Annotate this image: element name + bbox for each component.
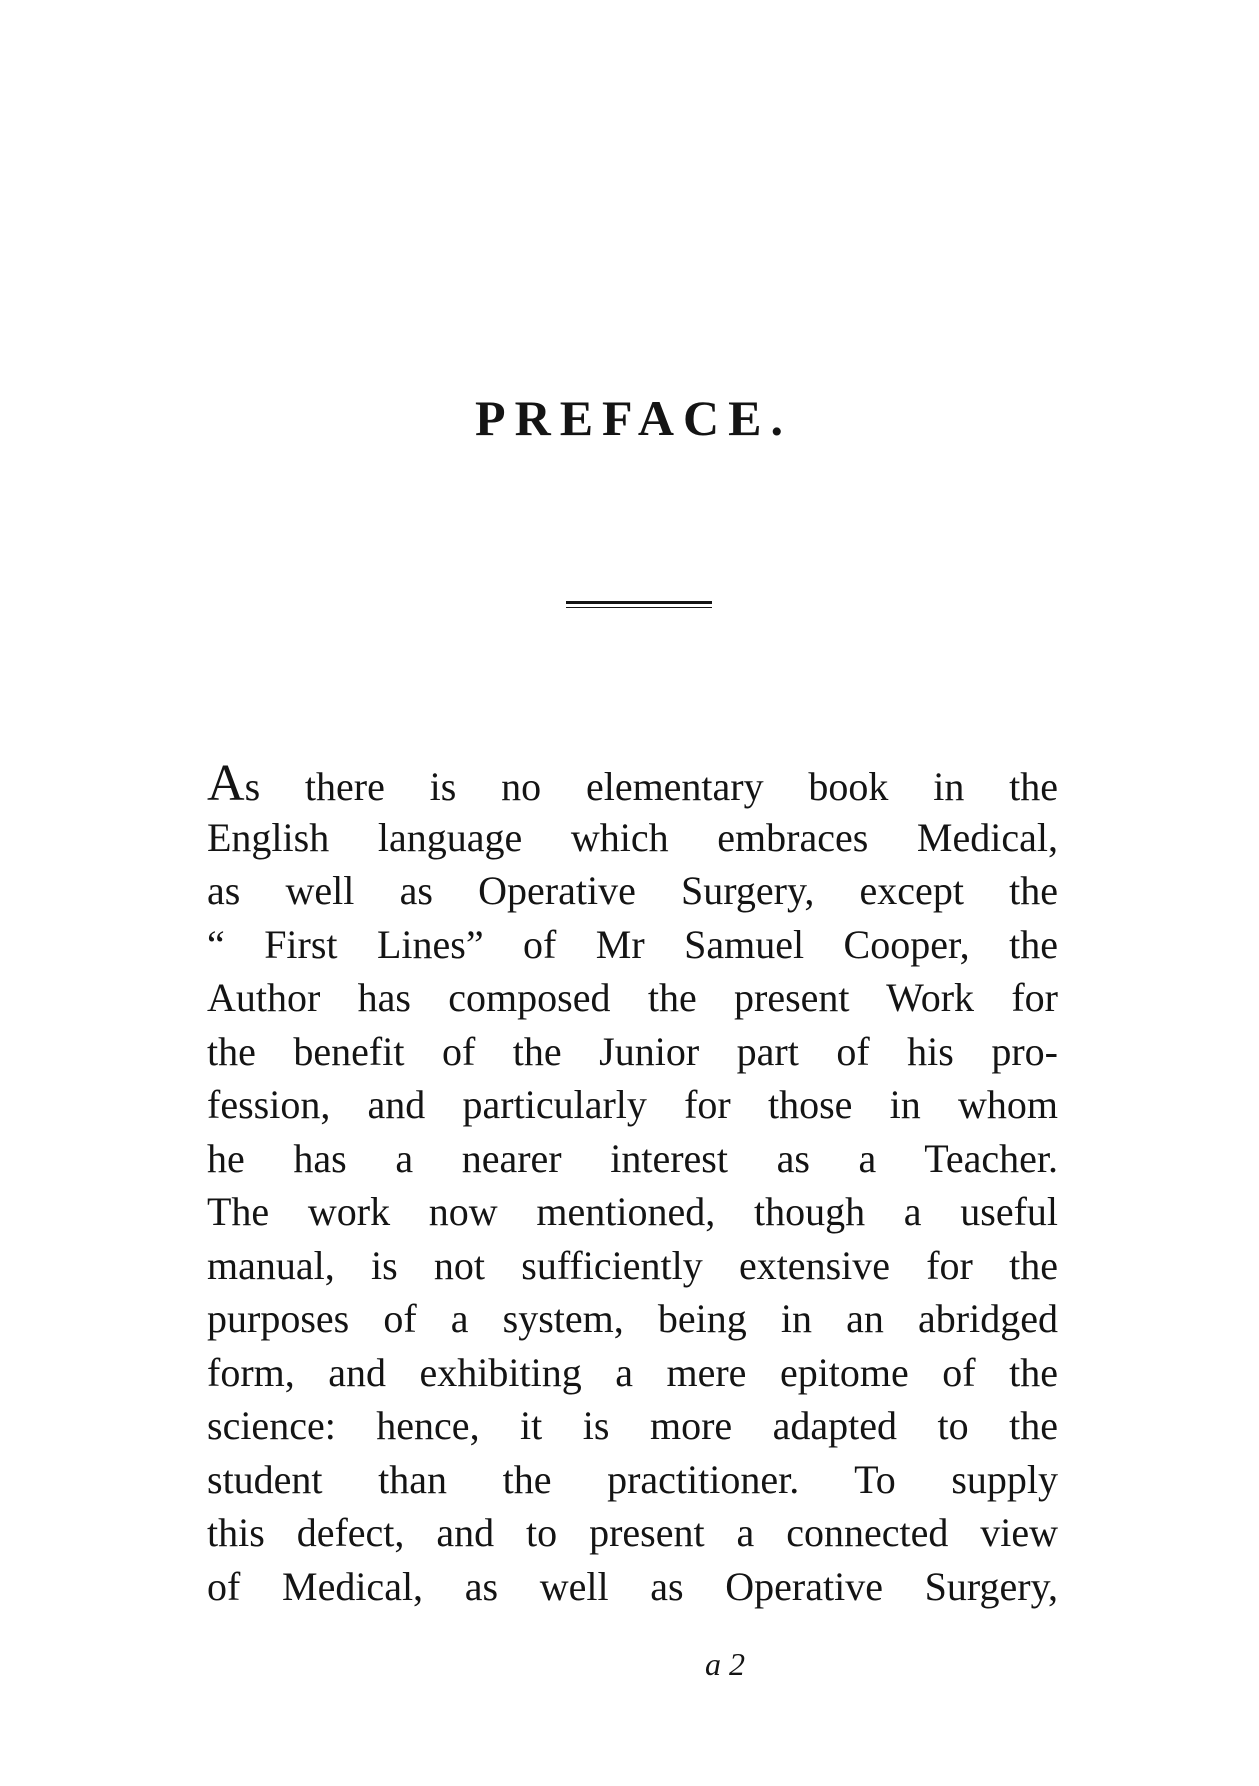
text-line: the benefit of the Junior part of his pro- — [207, 1028, 1058, 1074]
text-line: of Medical, as well as Operative Surgery, — [207, 1563, 1058, 1609]
text-line: “ First Lines” of Mr Samuel Cooper, the — [207, 921, 1058, 967]
ornamental-rule — [566, 601, 712, 609]
text-line — [207, 757, 1058, 811]
text-line: he has a nearer interest as a Teacher. — [207, 1135, 1058, 1181]
rule-thin-line — [566, 607, 712, 608]
rule-thick-line — [566, 601, 712, 604]
text-line: this defect, and to present a connected view — [207, 1510, 1058, 1555]
text-line: science: hence, it is more adapted to the — [207, 1403, 1058, 1448]
text-line: student than the practitioner. To supply — [207, 1456, 1058, 1502]
page-title: PREFACE. — [475, 390, 792, 446]
text-line: fession, and particularly for those in whom — [207, 1082, 1058, 1127]
signature-mark: a 2 — [705, 1646, 745, 1682]
text-line: form, and exhibiting a mere epitome of the — [207, 1349, 1058, 1395]
first-line-text: s there is no elementary book in the — [244, 764, 1058, 809]
text-line: purposes of a system, being in an abridged — [207, 1296, 1058, 1341]
text-line: English language which embraces Medical, — [207, 814, 1058, 860]
text-line: The work now mentioned, though a useful — [207, 1189, 1058, 1234]
text-line: Author has composed the present Work for — [207, 975, 1058, 1020]
initial-letter: A — [207, 755, 245, 812]
text-line: as well as Operative Surgery, except the — [207, 868, 1058, 913]
preface-paragraph — [207, 757, 1058, 1613]
text-line: manual, is not sufficiently extensive for the — [207, 1242, 1058, 1288]
